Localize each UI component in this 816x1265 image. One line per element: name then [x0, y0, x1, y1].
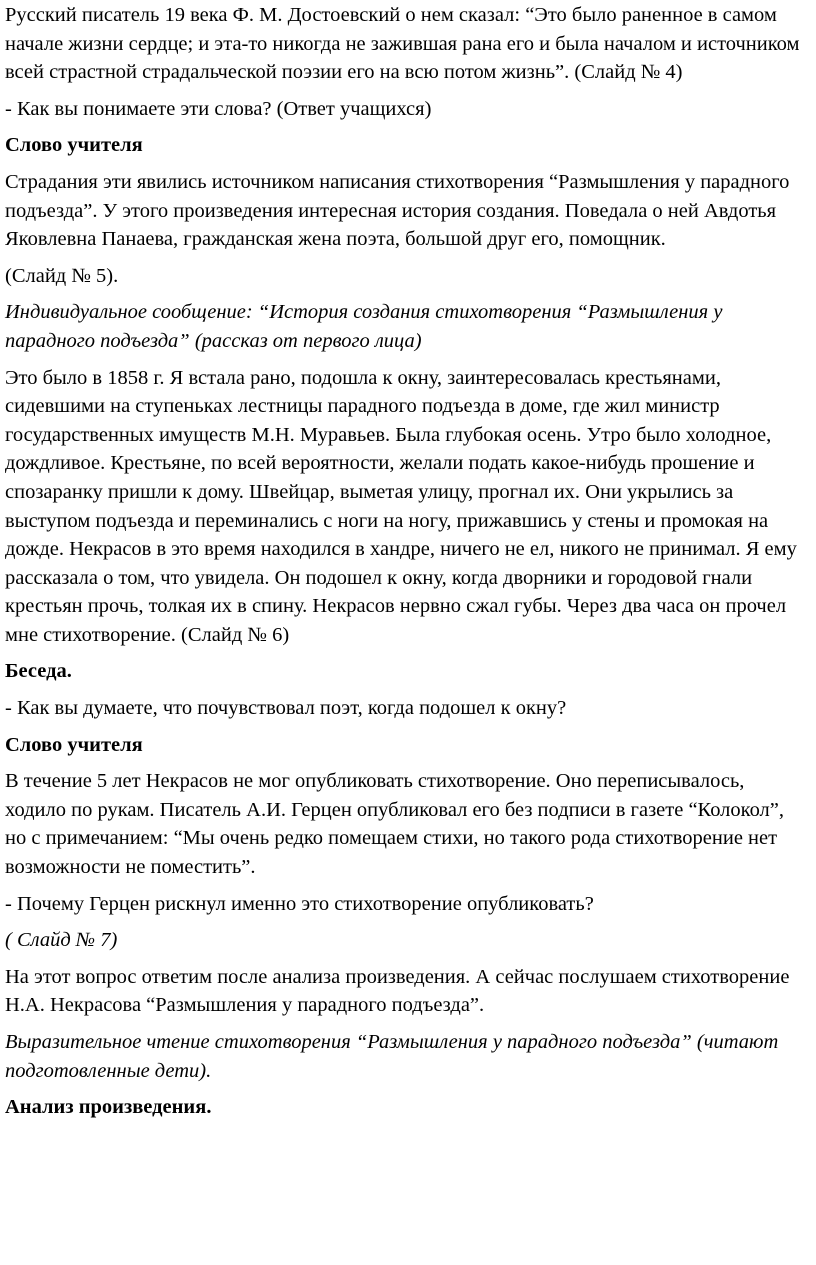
paragraph-suffering-source: Страдания эти явились источником написания стихотворения “Размышления у парадного подъезда”. У этого произведения интересная история создания. Поведала о ней Авдотья Яковлевна Панаева, гражданская жена поэта, большой друг его, помощник.	[5, 170, 790, 251]
heading-analysis: Анализ произведения.	[5, 1096, 212, 1119]
paragraph-slide-5: (Слайд № 5).	[5, 264, 119, 287]
paragraph-question-words: - Как вы понимаете эти слова? (Ответ учащихся)	[5, 97, 432, 120]
paragraph-question-herzen: - Почему Герцен рискнул именно это стихотворение опубликовать?	[5, 892, 594, 915]
heading-conversation: Беседа.	[5, 660, 72, 683]
paragraph-individual-report: Индивидуальное сообщение: “История создания стихотворения “Размышления у парадного подъезда” (рассказ от первого лица)	[5, 301, 723, 352]
paragraph-expressive-reading: Выразительное чтение стихотворения “Размышления у парадного подъезда” (читают подготовленные дети).	[5, 1031, 779, 1082]
paragraph-slide-7: ( Слайд № 7)	[5, 929, 118, 952]
paragraph-answer-later: На этот вопрос ответим после анализа произведения. А сейчас послушаем стихотворение Н.А. Некрасова “Размышления у парадного подъезда”.	[5, 965, 790, 1017]
paragraph-herzen-publication: В течение 5 лет Некрасов не мог опубликовать стихотворение. Оно переписывалось, ходило по рукам. Писатель А.И. Герцен опубликовал его без подписи в газете “Колокол”, но с примечанием: “Мы очень редко помещаем стихи, но такого рода стихотворение нет возможности не поместить”.	[5, 770, 785, 879]
paragraph-question-poet-feelings: - Как вы думаете, что почувствовал поэт, когда подошел к окну?	[5, 697, 567, 720]
heading-teacher-word-2: Слово учителя	[5, 733, 143, 756]
heading-teacher-word: Слово учителя	[5, 134, 143, 157]
paragraph-panaeva-story: Это было в 1858 г. Я встала рано, подошла к окну, заинтересовалась крестьянами, сидевшими на ступеньках лестницы парадного подъезда в доме, где жил министр государственных имуществ М.Н. Муравьев. Была глубокая осень. Утро было холодное, дождливое. Крестьяне, по всей вероятности, желали подать какое-нибудь прошение и спозаранку пришли к дому. Швейцар, выметая улицу, прогнал их. Они укрылись за выступом подъезда и переминались с ноги на ногу, прижавшись у стены и промокая на дожде. Некрасов в это время находился в хандре, ничего не ел, никого не принимал. Я ему рассказала о том, что увидела. Он подошел к окну, когда дворники и городовой гнали крестьян прочь, толкая их в спину. Некрасов нервно сжал губы. Через два часа он прочел мне стихотворение. (Слайд № 6)	[5, 366, 797, 646]
paragraph-dostoevsky-quote: Русский писатель 19 века Ф. М. Достоевский о нем сказал: “Это было раненное в самом начале жизни сердце; и эта-то никогда не зажившая рана его и была началом и источником всей страстной страдальческой поэзии его на всю потом жизнь”. (Слайд № 4)	[5, 4, 800, 84]
